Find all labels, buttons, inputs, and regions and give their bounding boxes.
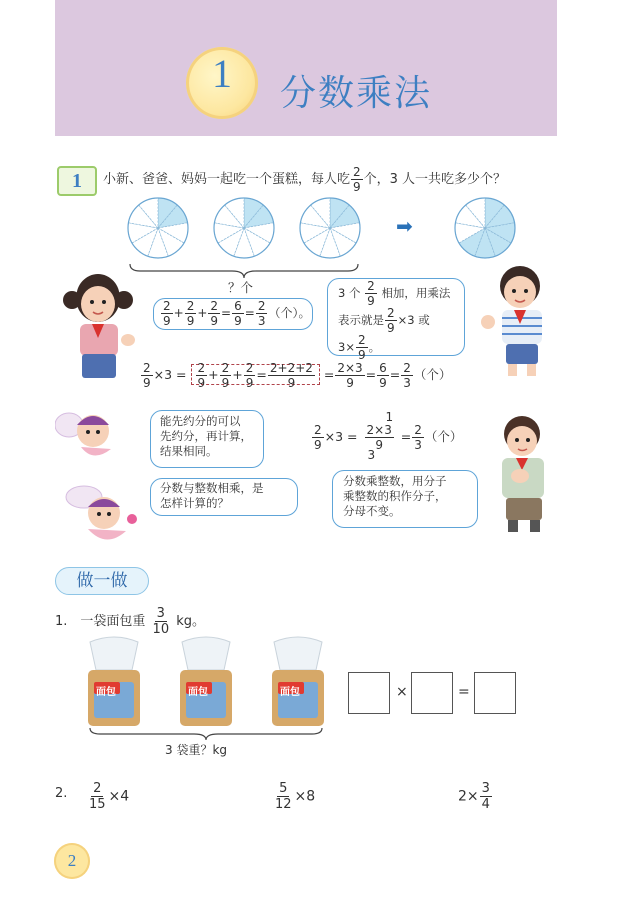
unit-text: （个） (424, 429, 463, 444)
text: ×3 = (324, 429, 358, 444)
fraction-numerator: 3 (481, 781, 490, 796)
cancel-top-number: 1 (385, 410, 394, 424)
angel-illustration-icon (55, 403, 127, 465)
cancel-fraction (364, 410, 395, 462)
bread-bag-icon (176, 636, 236, 728)
fraction-denominator: 9 (221, 376, 230, 390)
frac (385, 307, 397, 334)
fraction-denominator: 12 (275, 797, 292, 812)
text: 2× (458, 788, 479, 805)
brace-under-bags-icon (88, 726, 324, 742)
page-number: 2 (54, 843, 90, 879)
fraction-denominator: 9 (353, 180, 361, 194)
boy-bubble-line-2 (338, 307, 450, 334)
practice-label-badge: 做一做 (55, 567, 149, 595)
example-question (103, 166, 506, 193)
fraction-numerator: 2 (186, 299, 195, 313)
frac (480, 782, 492, 811)
q2-item-2 (272, 782, 315, 811)
answer-box-fraction[interactable] (348, 672, 390, 714)
question-suffix: 个，3 人一共吃多少个？ (363, 172, 507, 187)
text: 表示就是 (338, 313, 384, 327)
bread-bag-2 (176, 636, 236, 732)
frac (185, 300, 197, 327)
cake-pie-3 (297, 195, 363, 261)
fraction-numerator: 6 (234, 299, 242, 313)
fraction-numerator: 2 (245, 361, 254, 375)
fraction-denominator: 9 (245, 376, 254, 390)
fraction-numerator: 2+2+2 (269, 361, 313, 375)
fraction-denominator: 9 (375, 438, 383, 452)
fraction-numerator: 2×3 (366, 423, 392, 437)
fraction-numerator: 2 (93, 781, 102, 796)
question-prefix: 小新、爸爸、妈妈一起吃一个蛋糕，每人吃 (103, 172, 351, 187)
frac (365, 280, 377, 307)
question-fraction (351, 166, 363, 193)
text: 。 (368, 340, 381, 354)
angel-bubble-1-text (160, 414, 252, 459)
answer-box-multiplier[interactable] (411, 672, 453, 714)
boy-bubble-text (338, 280, 450, 361)
chapter-number: 1 (212, 51, 232, 96)
pie-graphic (125, 195, 191, 261)
fraction-numerator: 2×3 (337, 361, 363, 375)
text: 3× (338, 340, 355, 354)
fraction-numerator: 2 (414, 423, 422, 437)
frac (220, 362, 232, 389)
bags-brace-label: 3 袋重？kg (165, 743, 228, 757)
arrow-right-icon: ➡ (396, 214, 413, 238)
frac (196, 362, 208, 389)
q2-item-1 (86, 782, 129, 811)
fraction-denominator: 9 (163, 314, 171, 328)
text: 1. 一袋面包重 (55, 614, 146, 629)
frac (412, 424, 424, 451)
fraction-numerator: 2 (163, 299, 171, 313)
frac (161, 300, 173, 327)
frac (335, 362, 364, 389)
cancel-bottom-number: 3 (367, 448, 376, 462)
bubble-line: 结果相同。 (160, 444, 218, 458)
girl-sum-expression: $\frac{2}{9}$ + $\frac{2}{9}$ + $\frac{2}{9}$ = $\frac{6}{9}$ = $\frac{2}{3}$ （个）。 (163, 299, 311, 328)
bread-bag-3 (268, 636, 328, 732)
q2-item-3 (458, 782, 493, 811)
bread-bag-icon (84, 636, 144, 728)
bubble-line: 分数乘整数，用分子 (343, 474, 447, 488)
fraction-denominator: 3 (414, 438, 422, 452)
angel-illustration-icon (60, 483, 140, 551)
text: ×3 或 (397, 313, 430, 327)
dashed-sum-box: $\frac{2}{9}$ + $\frac{2}{9}$ + $\frac{2}{9}$ = $\frac{2+2+2}{9}$ (191, 364, 320, 385)
fraction-denominator: 3 (403, 376, 411, 390)
bread-bag-1 (84, 636, 144, 732)
practice-question-1 (55, 607, 205, 636)
fraction-numerator: 2 (403, 361, 411, 375)
boy-illustration-icon (478, 262, 556, 380)
fraction-numerator: 2 (357, 333, 366, 347)
bubble-line: 分母不变。 (343, 504, 401, 518)
bubble-line: 先约分，再计算， (160, 429, 252, 443)
frac (356, 334, 368, 361)
fraction-denominator: 9 (357, 348, 366, 362)
text: ×4 (108, 788, 130, 805)
bag-label: 面包 (96, 687, 116, 698)
frac (268, 362, 315, 389)
fraction-denominator: 9 (379, 376, 387, 390)
bag-label: 面包 (188, 687, 208, 698)
boy-bubble-line-3 (338, 334, 450, 361)
example-number-badge: 1 (57, 166, 97, 196)
fraction-numerator: 2 (387, 306, 395, 320)
cake-pie-result (452, 195, 518, 261)
fraction-denominator: 9 (287, 376, 296, 390)
fraction-denominator: 9 (234, 314, 242, 328)
text: 相加，用乘法 (381, 286, 451, 300)
pie-graphic (211, 195, 277, 261)
girl-illustration-icon (58, 268, 140, 382)
cake-pie-2 (211, 195, 277, 261)
fraction-numerator: 2 (257, 299, 266, 313)
fraction-denominator: 9 (314, 438, 322, 452)
fraction-denominator: 9 (387, 321, 395, 335)
fraction-denominator: 9 (197, 376, 206, 390)
pie-graphic (452, 195, 518, 261)
fraction-denominator: 3 (257, 314, 266, 328)
fraction-numerator: 2 (210, 299, 219, 313)
frac (141, 362, 153, 389)
unit-text: （个）。 (268, 306, 311, 320)
fraction-numerator: 6 (379, 361, 387, 375)
frac (377, 362, 389, 389)
fraction-numerator: 5 (279, 781, 288, 796)
frac (401, 362, 413, 389)
frac (273, 782, 294, 811)
frac (232, 300, 244, 327)
fraction-denominator: 9 (346, 376, 354, 390)
bread-bag-icon (268, 636, 328, 728)
text: ×8 (294, 788, 316, 805)
pie-graphic (297, 195, 363, 261)
frac (208, 300, 220, 327)
equals-sign: = (458, 684, 470, 700)
fraction-numerator: 2 (143, 361, 151, 375)
fraction-numerator: 3 (156, 606, 165, 621)
unit-text: （个） (413, 367, 452, 382)
fraction-denominator: 9 (210, 314, 219, 328)
boy-bubble-line-1 (338, 280, 450, 307)
frac (87, 782, 108, 811)
brace-label: ？个 (228, 280, 254, 295)
bubble-line: 怎样计算的？ (160, 496, 229, 510)
fraction-denominator: 9 (143, 376, 151, 390)
equation-repeated-addition: $\frac{2}{9}$ ×3 = $\frac{2}{9}$ + $\frac{2}{9}$ + $\frac{2}{9}$ = $\frac{2+2+2}{9}$ = $\frac{2\times 3}{9}$ = $\frac{6}{9}$ = $\frac{2}{3}$ （个） (143, 361, 452, 390)
bubble-line: 能先约分的可以 (160, 414, 241, 428)
fraction-numerator: 2 (197, 361, 206, 375)
fraction-denominator: 9 (186, 314, 195, 328)
fraction-denominator: 15 (89, 797, 106, 812)
bubble-line: 分数与整数相乘，是 (160, 481, 264, 495)
fraction-denominator: 9 (367, 294, 375, 308)
boy-thinking-illustration-icon (490, 414, 560, 534)
fraction-numerator: 2 (353, 165, 361, 179)
fraction-numerator: 2 (314, 423, 322, 437)
boy-bubble-2-text (343, 474, 447, 519)
fraction-numerator: 2 (367, 279, 375, 293)
times-sign: × (396, 684, 408, 700)
angel-bubble-2-text (160, 481, 264, 511)
text: ×3 = (153, 367, 187, 382)
chapter-title: 分数乘法 (280, 73, 433, 114)
cake-pie-1 (125, 195, 191, 261)
text: 3 个 (338, 286, 361, 300)
answer-box-result[interactable] (474, 672, 516, 714)
equation-cancellation: $\frac{2}{9}$ ×3 = $\frac{2\times 3}{9}$ 1 3 = $\frac{2}{3}$ （个） (314, 410, 463, 462)
bag-label: 面包 (280, 687, 300, 698)
frac (151, 607, 172, 636)
frac (312, 424, 324, 451)
fraction-numerator: 2 (221, 361, 230, 375)
frac (365, 424, 394, 451)
fraction-denominator: 10 (152, 622, 170, 637)
frac (256, 300, 268, 327)
fraction-denominator: 4 (481, 797, 490, 812)
frac (244, 362, 256, 389)
bubble-line: 乘整数的积作分子， (343, 489, 447, 503)
text: kg。 (176, 614, 206, 629)
practice-question-2-number: 2. (55, 786, 68, 801)
